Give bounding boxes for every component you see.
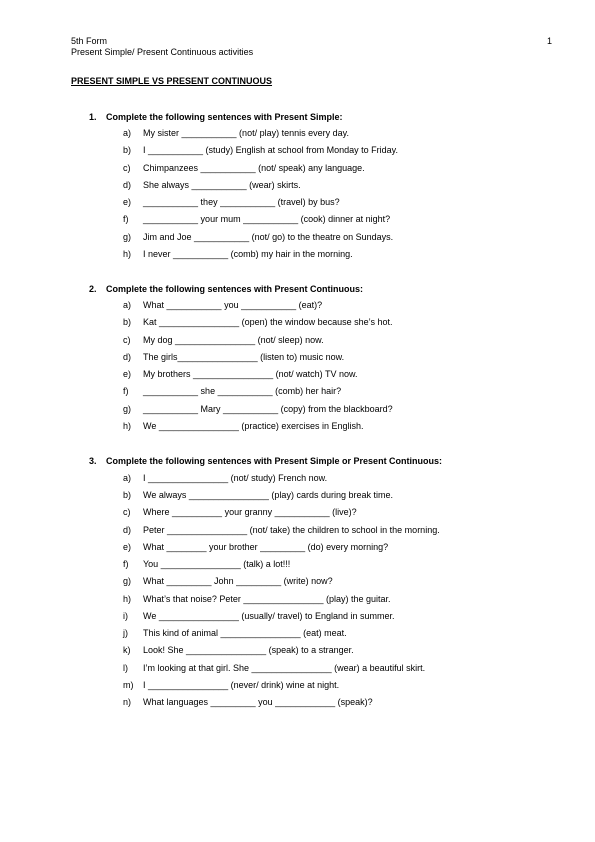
item-letter: a) [123,300,132,310]
item-letter: i) [123,611,128,621]
item-text: This kind of animal ________________ (eat) meat. [143,628,347,638]
item-text: You ________________ (talk) a lot!!! [143,559,291,569]
item-letter: d) [123,525,132,535]
item-letter: g) [123,404,132,414]
item-letter: d) [123,180,132,190]
item-text: The girls________________ (listen to) music now. [143,352,345,362]
section-heading-text: Complete the following sentences with Present Simple: [106,112,343,122]
item-letter: e) [123,369,132,379]
item-letter: b) [123,145,132,155]
item-letter: d) [123,352,132,362]
item-letter: b) [123,490,132,500]
item-letter: j) [123,628,128,638]
item-letter: f) [123,214,129,224]
worksheet-title: PRESENT SIMPLE VS PRESENT CONTINUOUS [71,76,273,86]
header-subtitle: Present Simple/ Present Continuous activities [71,47,254,57]
item-letter: e) [123,197,132,207]
item-text: We ________________ (usually/ travel) to England in summer. [143,611,395,621]
item-text: What’s that noise? Peter ________________ (play) the guitar. [143,594,391,604]
section-number: 1. [89,112,97,122]
item-letter: c) [123,507,131,517]
item-letter: g) [123,576,132,586]
item-letter: g) [123,232,132,242]
item-text: Chimpanzees ___________ (not/ speak) any language. [143,163,365,173]
item-letter: h) [123,594,132,604]
section-heading [89,112,343,122]
item-letter: a) [123,128,132,138]
page-number: 1 [546,36,552,46]
item-text: ___________ they ___________ (travel) by bus? [143,197,340,207]
item-text: Where __________ your granny ___________ (live)? [143,507,357,517]
section-number: 3. [89,456,97,466]
item-letter: h) [123,249,132,259]
item-text: My dog ________________ (not/ sleep) now. [143,335,324,345]
section-heading [89,456,442,466]
item-text: She always ___________ (wear) skirts. [143,180,301,190]
item-text: Jim and Joe ___________ (not/ go) to the theatre on Sundays. [143,232,394,242]
item-text: What _________ John _________ (write) now? [143,576,333,586]
item-text: What languages _________ you ____________ (speak)? [143,697,373,707]
item-letter: l) [123,663,128,673]
item-letter: h) [123,421,132,431]
section-number: 2. [89,284,97,294]
item-text: I ________________ (never/ drink) wine at night. [143,680,340,690]
item-text: ___________ your mum ___________ (cook) dinner at night? [143,214,391,224]
header-form: 5th Form [71,36,108,46]
item-text: ___________ she ___________ (comb) her hair? [143,386,342,396]
item-letter: c) [123,335,131,345]
item-text: Look! She ________________ (speak) to a stranger. [143,645,354,655]
item-text: We ________________ (practice) exercises in English. [143,421,364,431]
item-letter: a) [123,473,132,483]
item-text: I’m looking at that girl. She ________________ (wear) a beautiful skirt. [143,663,426,673]
item-letter: k) [123,645,131,655]
item-text: My brothers ________________ (not/ watch) TV now. [143,369,358,379]
item-letter: n) [123,697,132,707]
item-letter: f) [123,559,129,569]
item-text: ___________ Mary ___________ (copy) from the blackboard? [143,404,393,414]
item-text: I ________________ (not/ study) French now. [143,473,328,483]
item-text: What ___________ you ___________ (eat)? [143,300,323,310]
item-letter: e) [123,542,132,552]
item-letter: c) [123,163,131,173]
item-text: I ___________ (study) English at school from Monday to Friday. [143,145,398,155]
section-heading-text: Complete the following sentences with Present Continuous: [106,284,364,294]
section-heading-text: Complete the following sentences with Present Simple or Present Continuous: [106,456,443,466]
item-text: My sister ___________ (not/ play) tennis every day. [143,128,349,138]
item-letter: b) [123,317,132,327]
item-text: What ________ your brother _________ (do) every morning? [143,542,389,552]
section-heading [89,284,363,294]
item-letter: m) [123,680,134,690]
item-text: Kat ________________ (open) the window because she’s hot. [143,317,393,327]
item-letter: f) [123,386,129,396]
item-text: We always ________________ (play) cards during break time. [143,490,393,500]
item-text: I never ___________ (comb) my hair in the morning. [143,249,353,259]
item-text: Peter ________________ (not/ take) the children to school in the morning. [143,525,440,535]
